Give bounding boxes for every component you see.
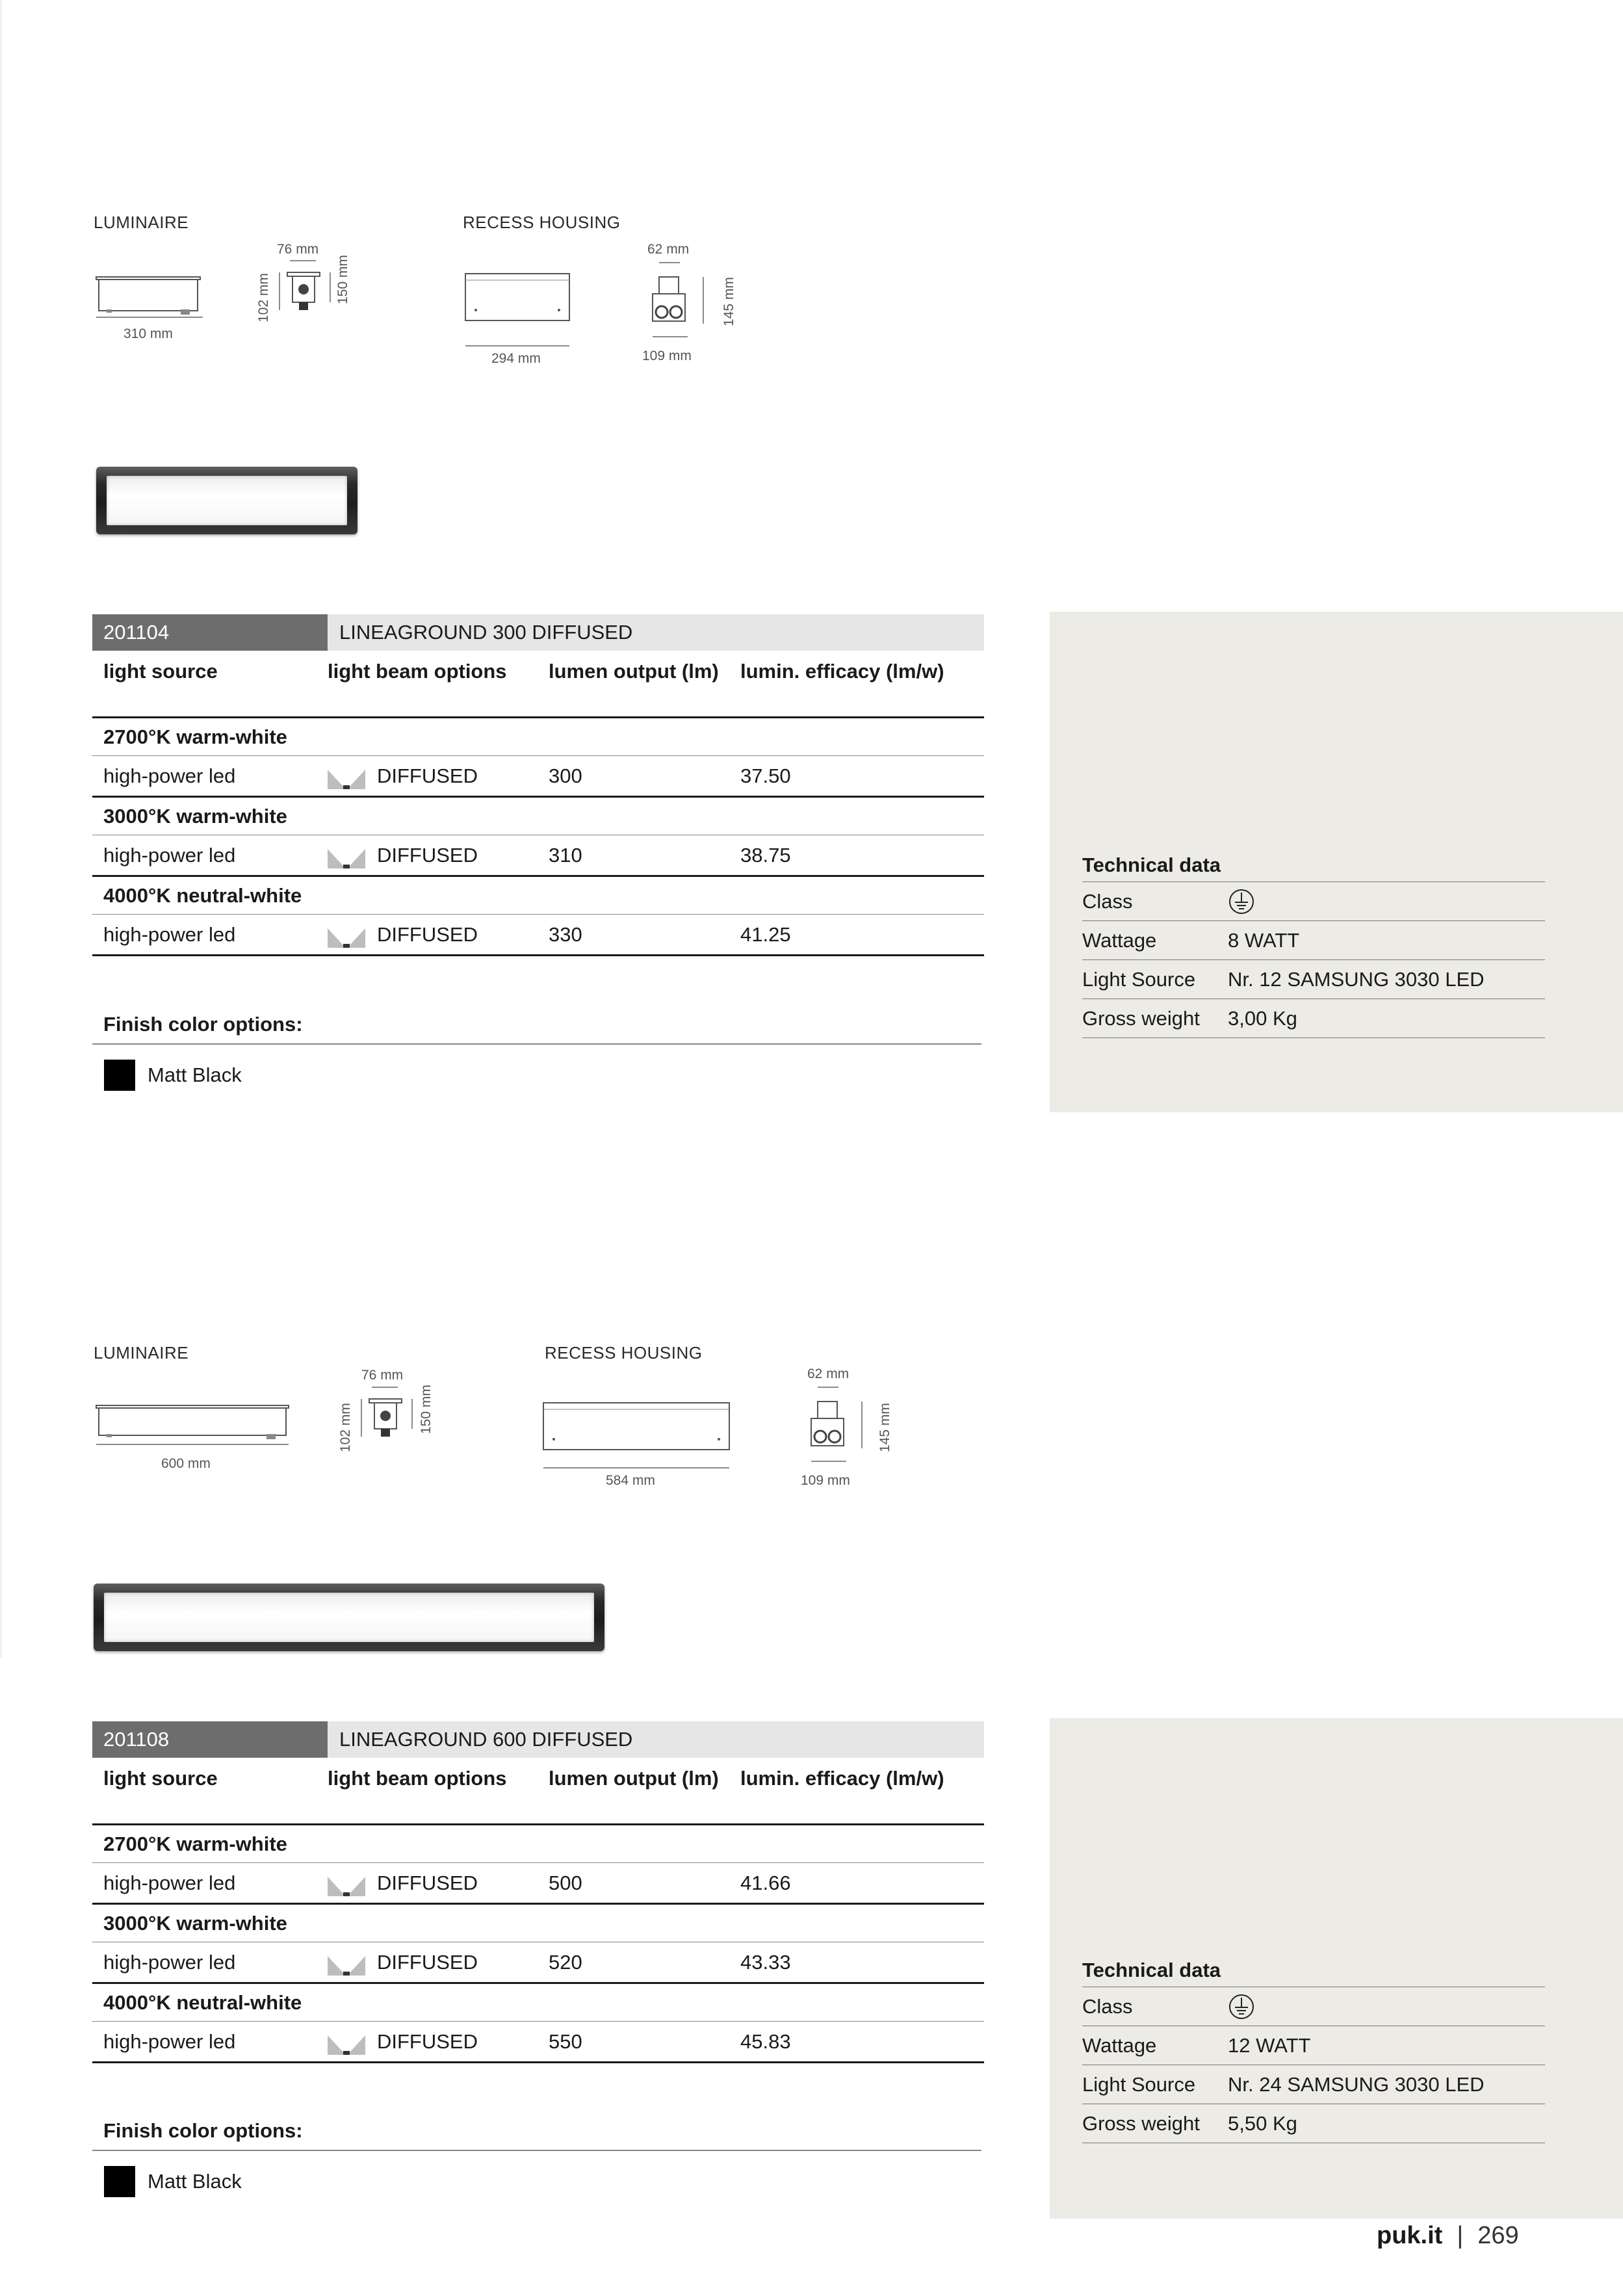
tech-row-class [1082, 882, 1545, 921]
header-light-source: light source [103, 1767, 218, 1790]
technical-data-panel [1050, 1718, 1623, 2219]
cell-source: high-power led [103, 764, 236, 787]
cell-source: high-power led [103, 1871, 236, 1894]
finish-divider [92, 1043, 981, 1045]
lum-width-dim: 76 mm [361, 1368, 404, 1383]
tech-row-class [1082, 1987, 1545, 2026]
temp-row: 3000°K warm-white [92, 798, 984, 835]
header-lumen: lumen output (lm) [549, 660, 719, 683]
rec-width-dim: 109 mm [642, 348, 692, 363]
weight-label: Gross weight [1082, 2111, 1200, 2135]
product-201108 [0, 1144, 1623, 2296]
tech-row-weight [1082, 999, 1545, 1038]
class-value [1228, 1993, 1545, 2020]
rec-height-dim: 145 mm [721, 277, 736, 326]
luminaire-front-drawing [355, 1383, 433, 1448]
table-row [92, 915, 984, 956]
lum-height-dim: 102 mm [256, 273, 271, 322]
rec-height-dim: 145 mm [877, 1403, 892, 1452]
rec-top-dim: 62 mm [807, 1366, 850, 1381]
cell-lumen: 550 [549, 2029, 582, 2053]
temp-row: 4000°K neutral-white [92, 877, 984, 915]
tech-row-source [1082, 2065, 1545, 2104]
temp-row: 4000°K neutral-white [92, 1984, 984, 2022]
page-number: 269 [1477, 2222, 1519, 2249]
product-header-row [92, 614, 984, 651]
spec-table [92, 614, 984, 956]
cell-beam [328, 1870, 549, 1896]
diffused-beam-icon [328, 922, 365, 948]
finish-label: Matt Black [148, 2170, 242, 2193]
cell-beam [328, 763, 549, 789]
table-row [92, 835, 984, 877]
cell-source: high-power led [103, 1950, 236, 1974]
cell-lumen: 330 [549, 922, 582, 946]
cell-efficacy: 38.75 [740, 843, 791, 867]
cell-beam [328, 2029, 549, 2055]
tech-row-source [1082, 960, 1545, 999]
rec-top-dim: 62 mm [647, 242, 690, 257]
ground-icon [1228, 1993, 1255, 2020]
luminaire-label: LUMINAIRE [94, 213, 189, 232]
diffuser-panel [107, 476, 347, 525]
cell-efficacy: 41.25 [740, 922, 791, 946]
wattage-value: 12 WATT [1228, 2033, 1311, 2057]
recess-front-drawing [647, 257, 719, 342]
table-row [92, 1942, 984, 1984]
class-label: Class [1082, 1994, 1133, 2018]
finish-title: Finish color options: [103, 1013, 303, 1036]
beam-label: DIFFUSED [377, 1950, 478, 1974]
finish-label: Matt Black [148, 1063, 242, 1086]
header-light-source: light source [103, 660, 218, 683]
cell-efficacy: 41.66 [740, 1871, 791, 1894]
footer-separator: | [1457, 2222, 1464, 2249]
diffused-beam-icon [328, 1950, 365, 1976]
temp-row: 3000°K warm-white [92, 1905, 984, 1942]
cell-source: high-power led [103, 2029, 236, 2053]
cell-lumen: 520 [549, 1950, 582, 1974]
cell-beam [328, 842, 549, 868]
diffused-beam-icon [328, 1870, 365, 1896]
product-name: LINEAGROUND 300 DIFFUSED [328, 614, 984, 651]
product-photo [96, 467, 357, 534]
class-label: Class [1082, 889, 1133, 913]
recess-length-line [541, 1463, 736, 1473]
product-code: 201104 [92, 614, 328, 651]
diffused-beam-icon [328, 763, 365, 789]
header-beam: light beam options [328, 1767, 507, 1790]
rec-length-dim: 294 mm [491, 351, 541, 366]
matt-black-swatch [104, 2166, 135, 2197]
temp-row: 2700°K warm-white [92, 718, 984, 756]
wattage-label: Wattage [1082, 2033, 1157, 2057]
cell-lumen: 310 [549, 843, 582, 867]
spec-table [92, 1721, 984, 2063]
luminaire-side-drawing [91, 1398, 299, 1450]
cell-beam [328, 1950, 549, 1976]
tech-row-wattage [1082, 2026, 1545, 2065]
cell-efficacy: 43.33 [740, 1950, 791, 1974]
lum-total-dim: 150 mm [335, 255, 350, 304]
cell-efficacy: 37.50 [740, 764, 791, 787]
lum-length-dim: 310 mm [123, 326, 173, 341]
lum-height-dim: 102 mm [338, 1403, 353, 1452]
matt-black-swatch [104, 1060, 135, 1091]
recess-side-drawing [541, 1399, 736, 1454]
product-header-row [92, 1721, 984, 1758]
weight-value: 3,00 Kg [1228, 1006, 1297, 1030]
table-row [92, 1863, 984, 1905]
cell-lumen: 500 [549, 1871, 582, 1894]
wattage-value: 8 WATT [1228, 928, 1300, 952]
diffuser-panel [104, 1593, 594, 1642]
tech-row-wattage [1082, 921, 1545, 960]
luminaire-front-drawing [273, 257, 351, 322]
rec-length-dim: 584 mm [606, 1473, 655, 1488]
ground-icon [1228, 888, 1255, 915]
table-header-row [92, 1758, 984, 1825]
finish-title: Finish color options: [103, 2119, 303, 2142]
temp-row: 2700°K warm-white [92, 1825, 984, 1863]
recess-housing-label: RECESS HOUSING [545, 1343, 703, 1363]
technical-data-panel [1050, 612, 1623, 1112]
recess-housing-label: RECESS HOUSING [463, 213, 621, 232]
weight-label: Gross weight [1082, 1006, 1200, 1030]
cell-lumen: 300 [549, 764, 582, 787]
header-efficacy: lumin. efficacy (lm/w) [740, 1767, 944, 1790]
cell-source: high-power led [103, 843, 236, 867]
diffused-beam-icon [328, 842, 365, 868]
beam-label: DIFFUSED [377, 2029, 478, 2053]
weight-value: 5,50 Kg [1228, 2111, 1297, 2135]
lum-length-dim: 600 mm [161, 1456, 211, 1471]
header-efficacy: lumin. efficacy (lm/w) [740, 660, 944, 683]
tech-row-weight [1082, 2104, 1545, 2143]
table-row [92, 756, 984, 798]
cell-efficacy: 45.83 [740, 2029, 791, 2053]
wattage-label: Wattage [1082, 928, 1157, 952]
rec-width-dim: 109 mm [801, 1473, 850, 1488]
source-value: Nr. 12 SAMSUNG 3030 LED [1228, 967, 1485, 991]
table-row [92, 2022, 984, 2063]
luminaire-side-drawing [91, 267, 211, 319]
table-header-row [92, 651, 984, 718]
tech-title: Technical data [1082, 848, 1545, 882]
site-link[interactable]: puk.it [1377, 2222, 1443, 2249]
source-label: Light Source [1082, 2072, 1196, 2096]
page-footer [1377, 2222, 1519, 2250]
product-name: LINEAGROUND 600 DIFFUSED [328, 1721, 984, 1758]
product-photo [94, 1584, 604, 1651]
recess-front-drawing [806, 1382, 877, 1467]
recess-length-line [463, 341, 577, 351]
luminaire-label: LUMINAIRE [94, 1343, 189, 1363]
technical-data [1082, 848, 1545, 1038]
cell-beam [328, 922, 549, 948]
class-value [1228, 888, 1545, 915]
beam-label: DIFFUSED [377, 1871, 478, 1894]
tech-title: Technical data [1082, 1953, 1545, 1987]
beam-label: DIFFUSED [377, 843, 478, 867]
lum-width-dim: 76 mm [277, 242, 319, 257]
product-201104 [0, 0, 1623, 1144]
product-code: 201108 [92, 1721, 328, 1758]
header-lumen: lumen output (lm) [549, 1767, 719, 1790]
diffused-beam-icon [328, 2029, 365, 2055]
beam-label: DIFFUSED [377, 764, 478, 787]
beam-label: DIFFUSED [377, 922, 478, 946]
finish-divider [92, 2150, 981, 2151]
source-label: Light Source [1082, 967, 1196, 991]
technical-data [1082, 1953, 1545, 2143]
source-value: Nr. 24 SAMSUNG 3030 LED [1228, 2072, 1485, 2096]
lum-total-dim: 150 mm [419, 1385, 434, 1434]
header-beam: light beam options [328, 660, 507, 683]
cell-source: high-power led [103, 922, 236, 946]
recess-side-drawing [463, 270, 577, 325]
